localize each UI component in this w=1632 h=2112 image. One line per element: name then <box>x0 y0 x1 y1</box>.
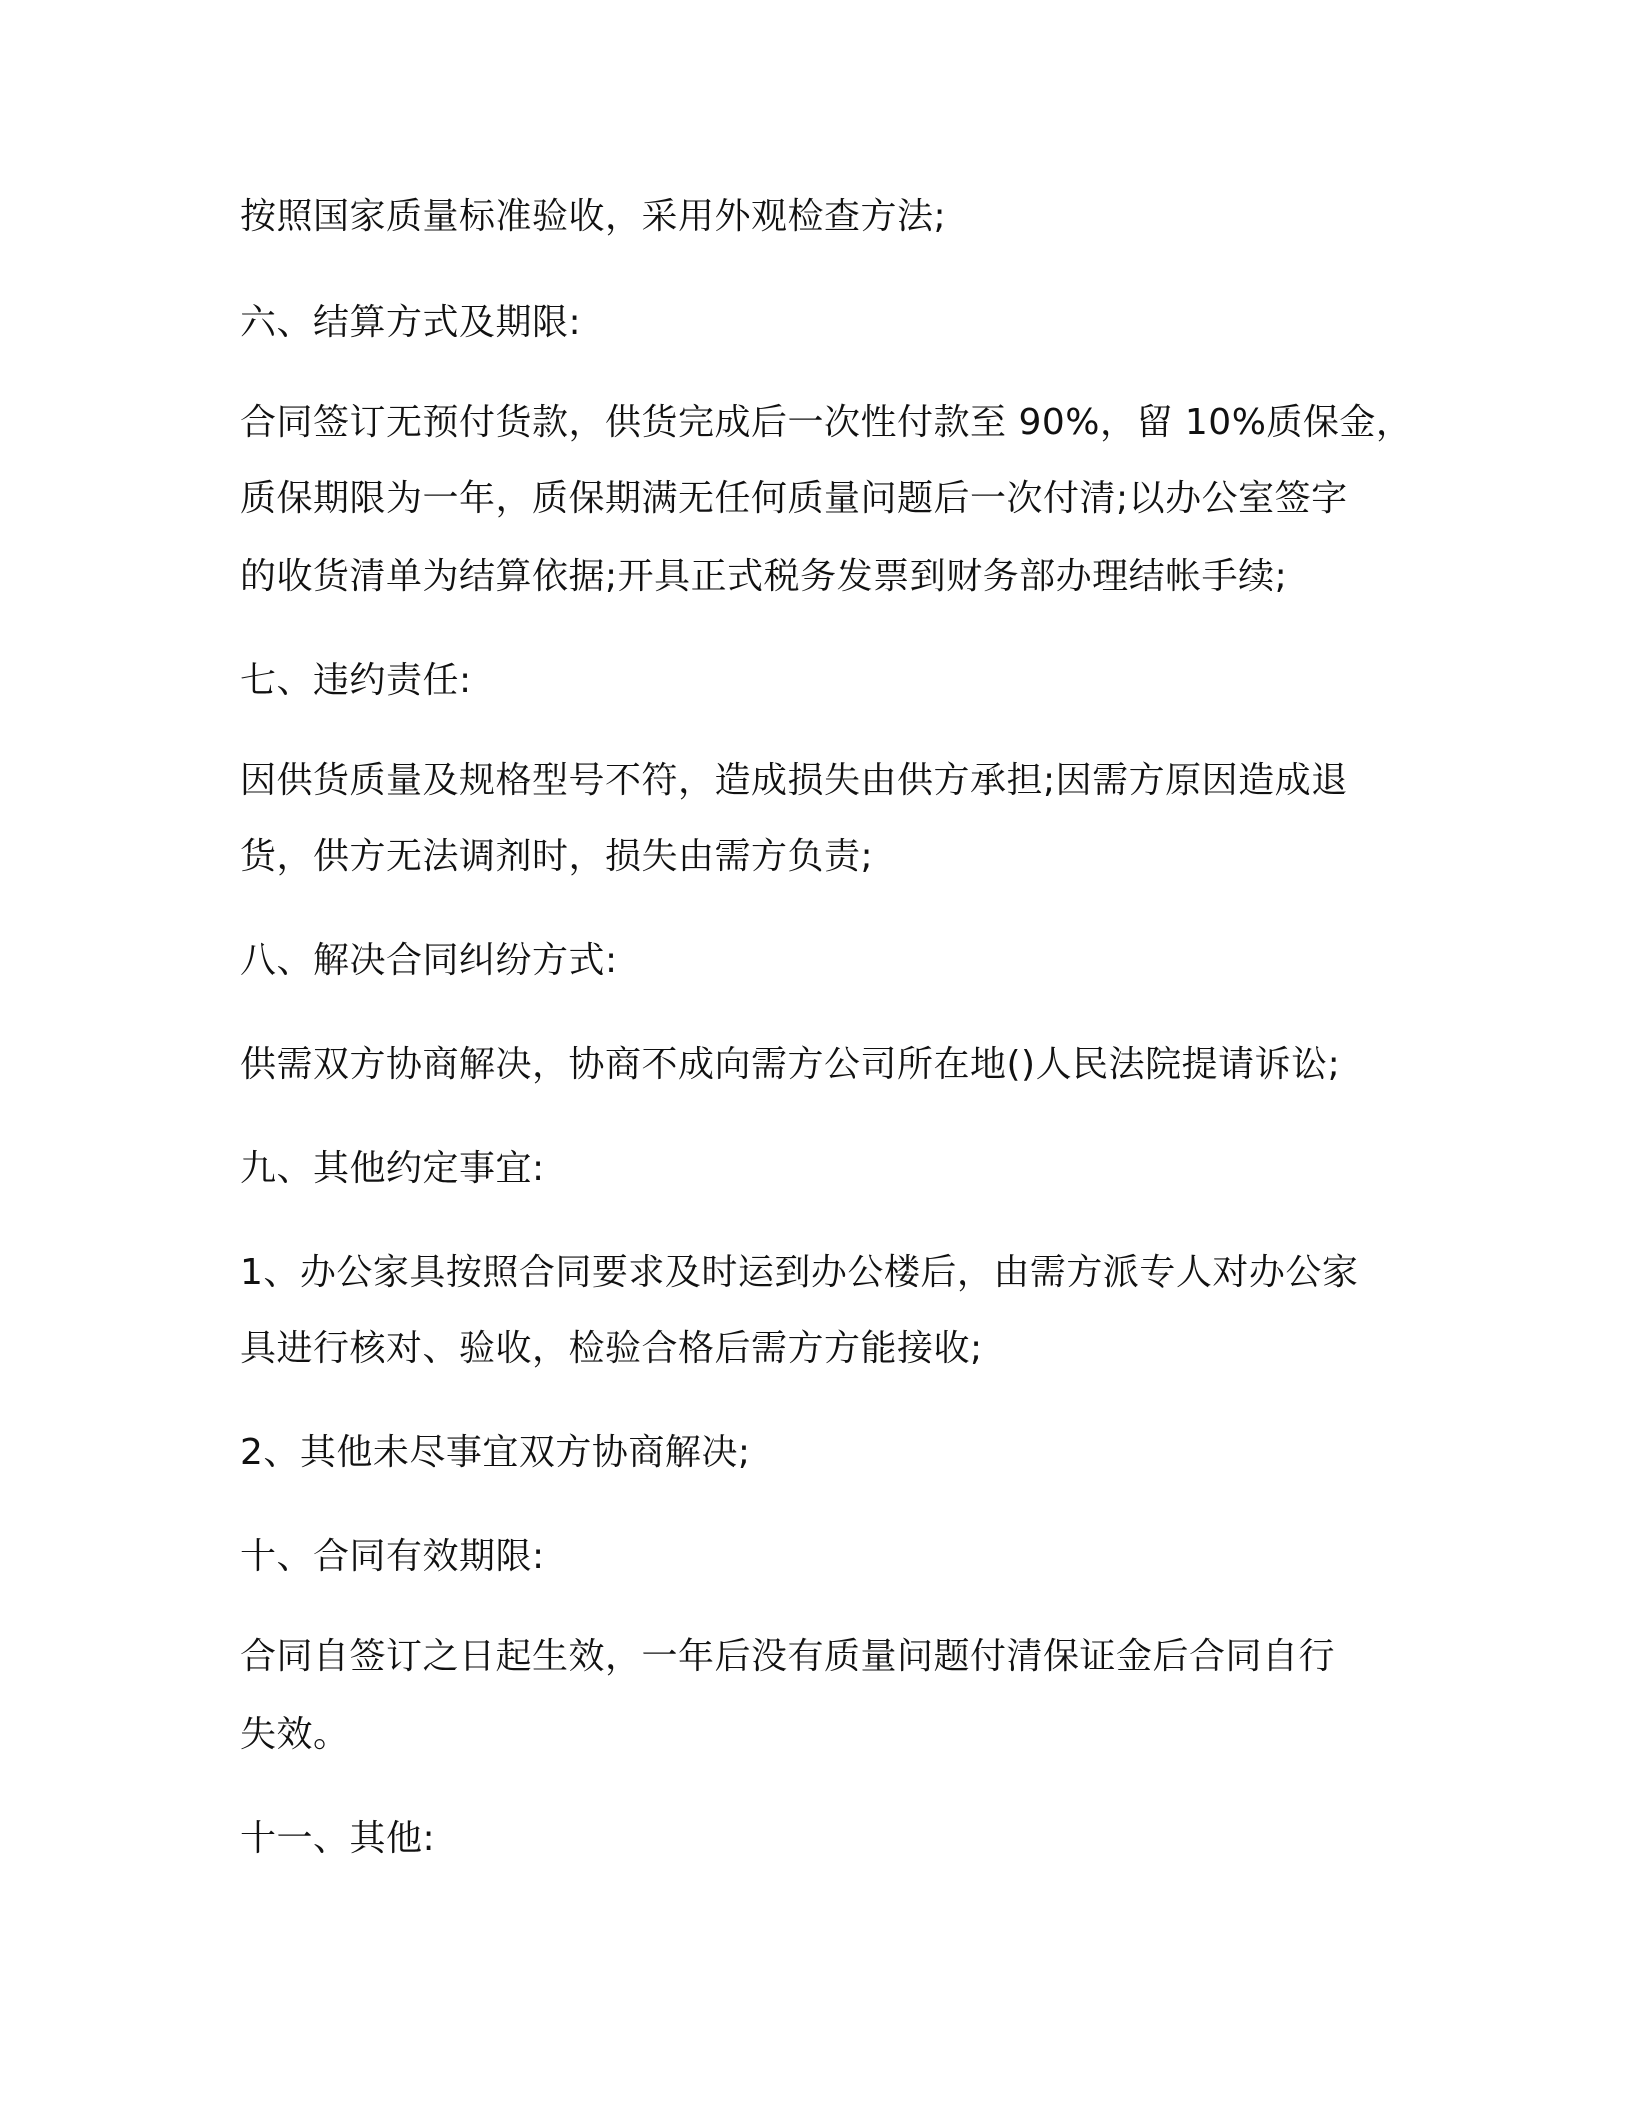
section-9-item-1-line-2: 具进行核对、验收，检验合格后需方方能接收; <box>240 1328 983 1369</box>
section-9-heading: 九、其他约定事宜: <box>240 1148 545 1189</box>
section-6-text-line-1: 合同签订无预付货款，供货完成后一次性付款至 90%，留 10%质保金， <box>240 402 1413 443</box>
section-6-text-line-3: 的收货清单为结算依据;开具正式税务发票到财务部办理结帐手续; <box>240 556 1288 597</box>
section-8-heading: 八、解决合同纠纷方式: <box>240 940 618 981</box>
section-6-text-line-2: 质保期限为一年，质保期满无任何质量问题后一次付清;以办公室签字 <box>240 478 1348 519</box>
section-6-heading: 六、结算方式及期限: <box>240 302 582 343</box>
section-10-text-line-2: 失效。 <box>240 1714 350 1755</box>
section-9-item-1-line-1: 1、办公家具按照合同要求及时运到办公楼后，由需方派专人对办公家 <box>240 1252 1359 1293</box>
section-7-heading: 七、违约责任: <box>240 660 472 701</box>
section-11-heading: 十一、其他: <box>240 1818 436 1859</box>
section-9-item-2: 2、其他未尽事宜双方协商解决; <box>240 1432 751 1473</box>
section-7-text-line-1: 因供货质量及规格型号不符，造成损失由供方承担;因需方原因造成退 <box>240 760 1348 801</box>
section-10-heading: 十、合同有效期限: <box>240 1536 545 1577</box>
acceptance-line: 按照国家质量标准验收，采用外观检查方法; <box>240 196 947 237</box>
section-10-text-line-1: 合同自签订之日起生效，一年后没有质量问题付清保证金后合同自行 <box>240 1636 1336 1677</box>
section-7-text-line-2: 货，供方无法调剂时，损失由需方负责; <box>240 836 874 877</box>
section-8-text: 供需双方协商解决，协商不成向需方公司所在地()人民法院提请诉讼; <box>240 1044 1341 1085</box>
